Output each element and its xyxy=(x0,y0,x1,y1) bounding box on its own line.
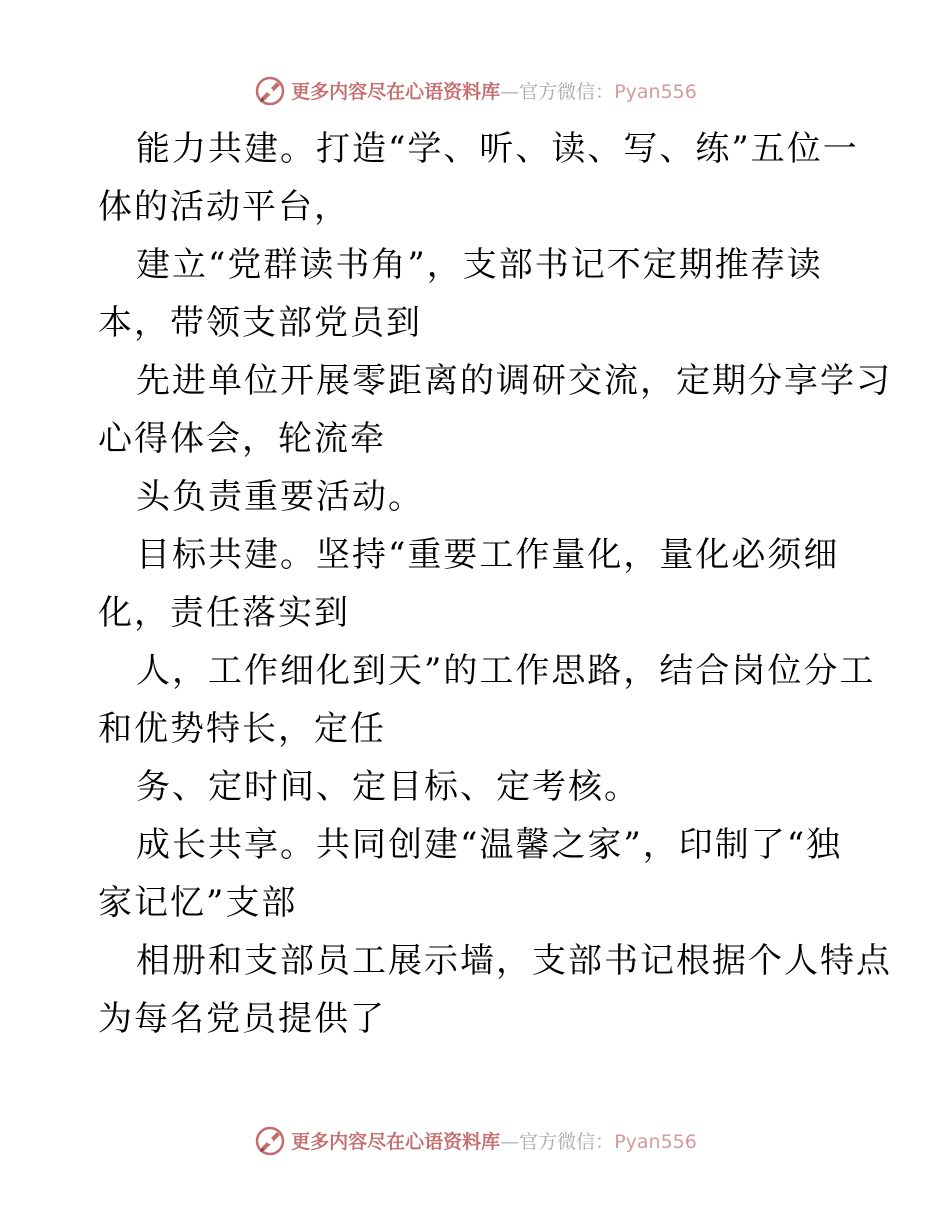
text-line: 目标共建。坚持“重要工作量化，量化必须细 xyxy=(136,535,840,575)
watermark-id: Pyan556 xyxy=(614,1130,697,1153)
watermark-label: 官方微信： xyxy=(519,80,615,103)
watermark-name: 更多内容尽在心语资料库 xyxy=(291,80,501,103)
watermark-text xyxy=(291,77,697,104)
text-line: 家记忆”支部 xyxy=(98,883,298,923)
text-line: 体的活动平台， xyxy=(98,187,350,227)
watermark-dash: — xyxy=(500,1130,520,1153)
text-line: 先进单位开展零距离的调研交流，定期分享学习 xyxy=(136,361,892,401)
text-line: 成长共享。共同创建“温馨之家”，印制了“独 xyxy=(136,825,843,865)
watermark-label: 官方微信： xyxy=(519,1130,615,1153)
watermark-text xyxy=(291,1127,697,1154)
text-line: 化，责任落实到 xyxy=(98,593,350,633)
text-line: 和优势特长，定任 xyxy=(98,709,386,749)
text-line: 头负责重要活动。 xyxy=(136,477,424,517)
document-body xyxy=(98,120,892,1048)
pen-logo-icon xyxy=(253,73,287,107)
text-line: 能力共建。打造“学、听、读、写、练”五位一 xyxy=(136,129,859,169)
text-line: 建立“党群读书角”，支部书记不定期推荐读 xyxy=(136,245,823,285)
watermark-name: 更多内容尽在心语资料库 xyxy=(291,1130,501,1153)
pen-logo-icon xyxy=(253,1123,287,1157)
header-watermark xyxy=(0,70,950,110)
watermark-id: Pyan556 xyxy=(614,80,697,103)
footer-watermark xyxy=(0,1120,950,1160)
text-line: 人，工作细化到天”的工作思路，结合岗位分工 xyxy=(136,651,876,691)
text-line: 相册和支部员工展示墙，支部书记根据个人特点 xyxy=(136,941,892,981)
text-line: 本，带领支部党员到 xyxy=(98,303,422,343)
text-line: 务、定时间、定目标、定考核。 xyxy=(136,767,640,807)
text-line: 心得体会，轮流牵 xyxy=(98,419,386,459)
watermark-dash: — xyxy=(500,80,520,103)
text-line: 为每名党员提供了 xyxy=(98,999,386,1039)
